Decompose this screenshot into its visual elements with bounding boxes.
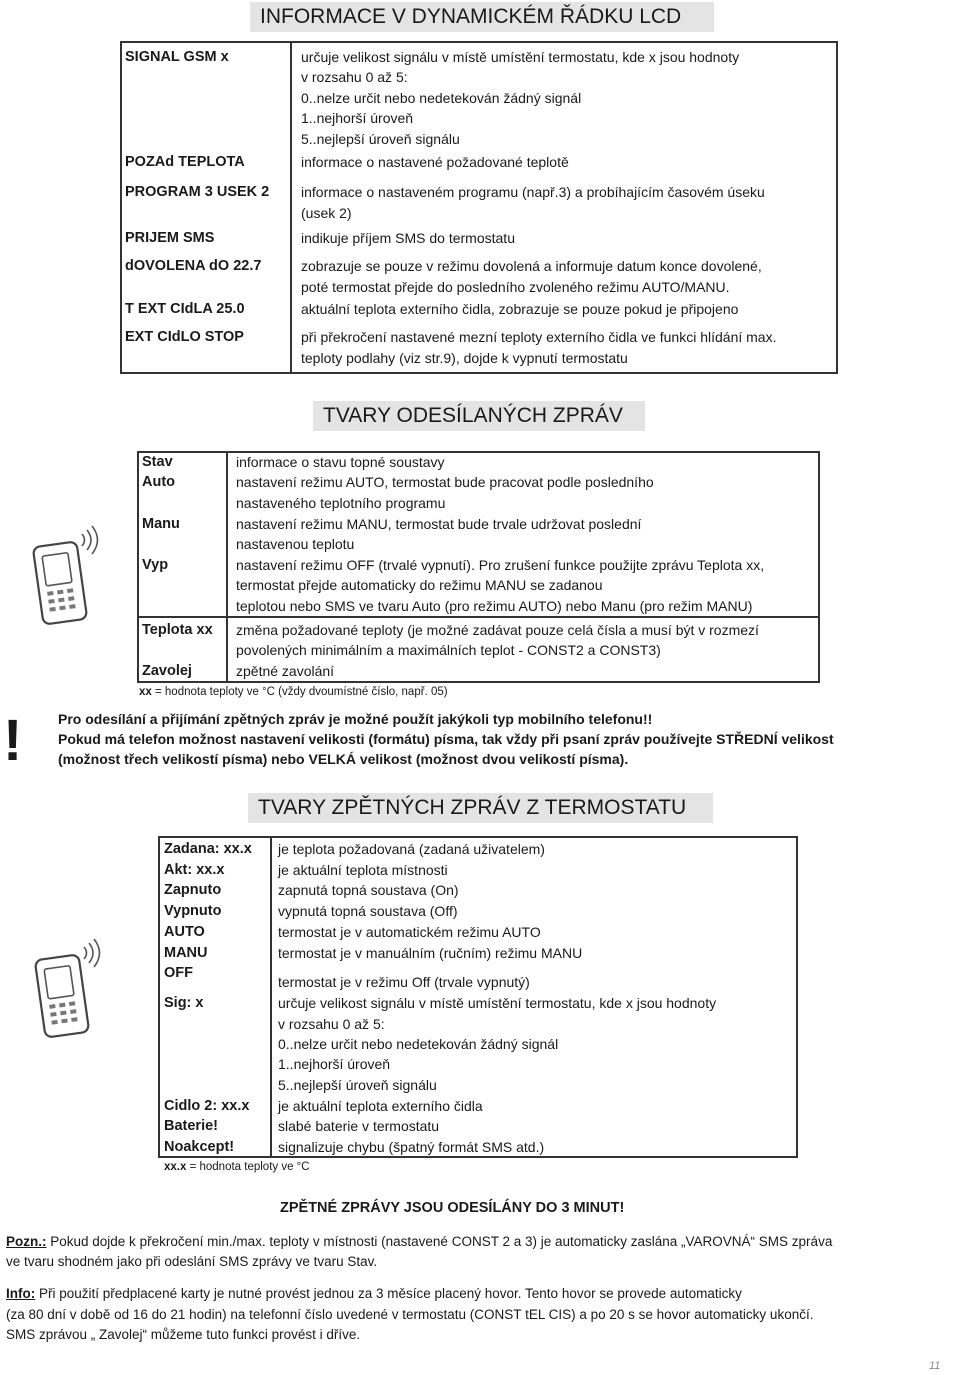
reply-row-key: Zadana: xx.x	[164, 841, 252, 857]
lcd-row-key: PRIJEM SMS	[125, 230, 215, 246]
warning-line-1: Pro odesílání a přijímání zpětných zpráv je možné použít jakýkoli typ mobilního telefonu!!	[58, 711, 653, 727]
reply-row-text: určuje velikost signálu v místě umístění termostatu, kde x jsou hodnoty	[278, 995, 717, 1011]
reply-row-text: 0..nelze určit nebo nedetekován žádný signál	[278, 1036, 559, 1052]
sent-row-text: povolených minimálním a maximálních teplot - CONST2 a CONST3)	[236, 642, 661, 658]
lcd-section-title: INFORMACE V DYNAMICKÉM ŘÁDKU LCD	[250, 2, 714, 32]
reply-row-text: termostat je v režimu Off (trvale vypnutý)	[278, 974, 530, 990]
reply-row-text: signalizuje chybu (špatný formát SMS atd.)	[278, 1139, 545, 1155]
lcd-row-text: 5..nejlepší úroveň signálu	[301, 131, 460, 147]
reply-row-key: MANU	[164, 945, 208, 961]
lcd-row-key: SIGNAL GSM x	[125, 49, 229, 65]
reply-row-key: Cidlo 2: xx.x	[164, 1098, 250, 1114]
replies-section-title: TVARY ZPĚTNÝCH ZPRÁV Z TERMOSTATU	[248, 793, 713, 823]
sent-row-text: nastavení režimu MANU, termostat bude trvale udržovat poslední	[236, 516, 642, 532]
reply-row-text: zapnutá topná soustava (On)	[278, 882, 459, 898]
reply-row-text: je aktuální teplota místnosti	[278, 862, 448, 878]
info-line-3: SMS zprávou „ Zavolej“ můžeme tuto funkci provést i dříve.	[6, 1327, 361, 1342]
sent-row-text: teplotou nebo SMS ve tvaru Auto (pro režimu AUTO) nebo Manu (pro režim MANU)	[236, 598, 753, 614]
sent-note: xx = hodnota teploty ve °C (vždy dvoumístné číslo, např. 05)	[139, 686, 448, 698]
sent-row-key: Manu	[142, 516, 180, 532]
sent-row-text: nastaveného teplotního programu	[236, 495, 446, 511]
signal-waves-icon	[84, 939, 100, 967]
pozn-line-1: Pozn.: Pokud dojde k překročení min./max. teploty v místnosti (nastavené CONST 2 a 3) je automaticky zaslána „VAROVNÁ“ SMS zpráva	[6, 1234, 833, 1249]
sent-row-text: nastavení režimu OFF (trvalé vypnutí). Pro zrušení funkce použijte zprávu Teplota xx,	[236, 557, 765, 573]
lcd-row-key: EXT CIdLO STOP	[125, 329, 244, 345]
reply-row-text: slabé baterie v termostatu	[278, 1118, 440, 1134]
reply-row-key: Sig: x	[164, 995, 204, 1011]
sent-table-divider	[226, 451, 228, 683]
reply-row-text: v rozsahu 0 až 5:	[278, 1016, 385, 1032]
lcd-row-text: informace o nastavené požadované teplotě	[301, 154, 569, 170]
info-line-1: Info: Při použití předplacené karty je nutné provést jednou za 3 měsíce placený hovor. Tento hovor se provede automaticky	[6, 1286, 742, 1301]
reply-row-key: AUTO	[164, 924, 205, 940]
reply-row-text: termostat je v manuálním (ručním) režimu MANU	[278, 945, 583, 961]
sent-row-key: Auto	[142, 474, 176, 490]
reply-row-key: Zapnuto	[164, 882, 222, 898]
lcd-row-text: indikuje příjem SMS do termostatu	[301, 230, 515, 246]
lcd-row-text: (usek 2)	[301, 205, 352, 221]
page-number: 11	[929, 1360, 941, 1372]
sent-row-text: nastavenou teplotu	[236, 536, 355, 552]
mobile-phone-icon	[28, 522, 108, 628]
lcd-row-text: v rozsahu 0 až 5:	[301, 69, 408, 85]
reply-row-text: 1..nejhorší úroveň	[278, 1056, 391, 1072]
lcd-row-key: T EXT CIdLA 25.0	[125, 301, 245, 317]
lcd-table-divider	[290, 41, 292, 374]
sent-row-text: zpětné zavolání	[236, 663, 335, 679]
lcd-row-key: POZAd TEPLOTA	[125, 154, 245, 170]
reply-row-text: je aktuální teplota externího čidla	[278, 1098, 483, 1114]
lcd-row-text: informace o nastaveném programu (např.3) a probíhajícím časovém úseku	[301, 184, 765, 200]
sent-row-text: nastavení režimu AUTO, termostat bude pracovat podle posledního	[236, 474, 654, 490]
info-line-2: (za 80 dní v době od 16 do 21 hodin) na telefonní číslo uvedené v termostatu (CONST tEL CIS) a po 20 s se hovor automaticky ukončí.	[6, 1307, 814, 1322]
sent-section-title: TVARY ODESÍLANÝCH ZPRÁV	[313, 401, 645, 431]
deadline-notice: ZPĚTNÉ ZPRÁVY JSOU ODESÍLÁNY DO 3 MINUT!	[280, 1200, 625, 1216]
pozn-line-2: ve tvaru shodném jako při odeslání SMS zprávy ve tvaru Stav.	[6, 1254, 378, 1269]
reply-row-text: vypnutá topná soustava (Off)	[278, 903, 458, 919]
lcd-row-text: teploty podlahy (viz str.9), dojde k vypnutí termostatu	[301, 350, 628, 366]
lcd-row-key: dOVOLENA dO 22.7	[125, 258, 262, 274]
lcd-row-text: určuje velikost signálu v místě umístění termostatu, kde x jsou hodnoty	[301, 49, 740, 65]
mobile-phone-icon	[30, 935, 110, 1041]
lcd-row-text: 1..nejhorší úroveň	[301, 110, 414, 126]
replies-note: xx.x = hodnota teploty ve °C	[164, 1161, 310, 1173]
lcd-row-text: zobrazuje se pouze v režimu dovolená a informuje datum konce dovolené,	[301, 258, 762, 274]
lcd-row-text: při překročení nastavené mezní teploty externího čidla ve funkci hlídání max.	[301, 329, 777, 345]
signal-waves-icon	[82, 526, 98, 554]
sent-row-text: změna požadované teploty (je možné zadávat pouze celá čísla a musí být v rozmezí	[236, 622, 759, 638]
sent-row-key: Vyp	[142, 557, 169, 573]
lcd-row-text: 0..nelze určit nebo nedetekován žádný signál	[301, 90, 582, 106]
lcd-row-text: poté termostat přejde do posledního zvoleného režimu AUTO/MANU.	[301, 279, 730, 295]
reply-row-key: Akt: xx.x	[164, 862, 225, 878]
reply-row-text: je teplota požadovaná (zadaná uživatelem)	[278, 841, 545, 857]
sent-row-text: informace o stavu topné soustavy	[236, 454, 445, 470]
sent-row-key: Teplota xx	[142, 622, 213, 638]
sent-row-text: termostat přejde automaticky do režimu MANU se zadanou	[236, 577, 603, 593]
reply-row-text: 5..nejlepší úroveň signálu	[278, 1077, 437, 1093]
replies-table-divider	[270, 836, 272, 1158]
reply-row-key: Baterie!	[164, 1118, 218, 1134]
warning-line-3: (možnost třech velikostí písma) nebo VELKÁ velikost (možnost dvou velikostí písma).	[58, 751, 629, 767]
lcd-row-key: PROGRAM 3 USEK 2	[125, 184, 270, 200]
sent-row-key: Stav	[142, 454, 173, 470]
warning-line-2: Pokud má telefon možnost nastavení velikosti (formátu) písma, tak vždy při psaní zpráv používejte STŘEDNÍ velikost	[58, 731, 834, 747]
warning-exclamation: !	[3, 708, 23, 773]
reply-row-key: Vypnuto	[164, 903, 222, 919]
reply-row-key: OFF	[164, 965, 193, 981]
reply-row-key: Noakcept!	[164, 1139, 235, 1155]
sent-row-key: Zavolej	[142, 663, 192, 679]
lcd-row-text: aktuální teplota externího čidla, zobrazuje se pouze pokud je připojeno	[301, 301, 739, 317]
reply-row-text: termostat je v automatickém režimu AUTO	[278, 924, 541, 940]
